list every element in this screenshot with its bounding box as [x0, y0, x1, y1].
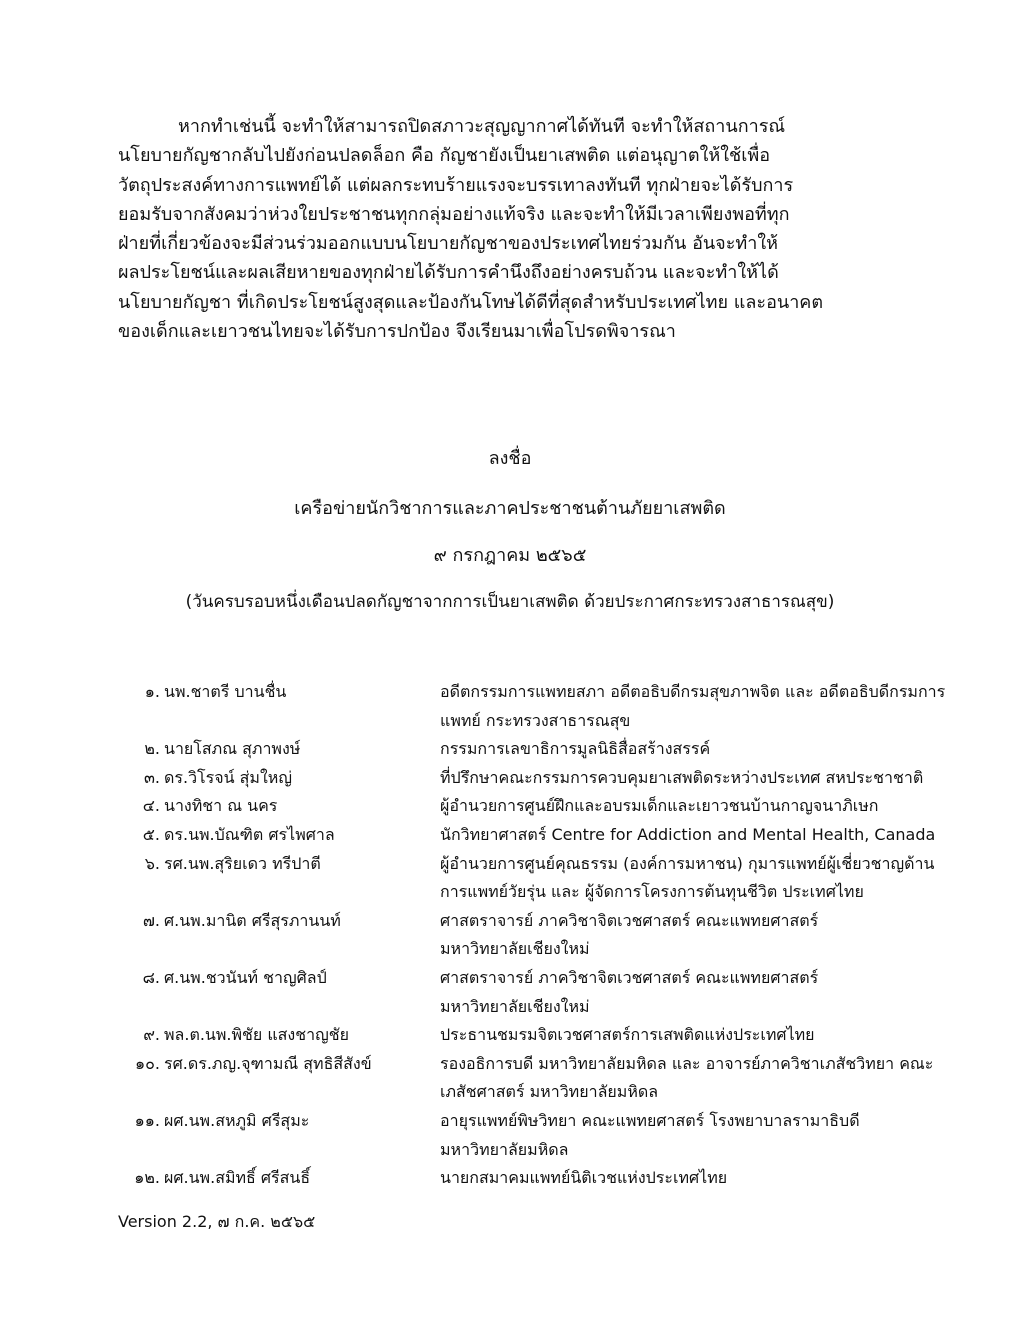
signatory-role	[440, 821, 998, 850]
signatory-number: ๕.	[142, 824, 160, 844]
paragraph-line: ยอมรับจากสังคมว่าห่วงใยประชาชนทุกกลุ่มอย่างแท้จริง และจะทำให้มีเวลาเพียงพอที่ทุก	[118, 203, 790, 225]
signatory-role-line: มหาวิทยาลัยมหิดล	[440, 1139, 569, 1159]
signatory-role-line: มหาวิทยาลัยเชียงใหม่	[440, 939, 590, 959]
signatory-name: ผศ.นพ.สมิทธิ์ ศรีสนธิ์	[164, 1168, 311, 1188]
signatory-role-line: รองอธิการบดี มหาวิทยาลัยมหิดล และ อาจารย์ภาควิชาเภสัชวิทยา คณะ	[440, 1053, 934, 1073]
signatory-row	[118, 735, 998, 764]
signatory-role-line: กรรมการเลขาธิการมูลนิธิสื่อสร้างสรรค์	[440, 739, 711, 759]
paragraph-line: ฝ่ายที่เกี่ยวข้องจะมีส่วนร่วมออกแบบนโยบายกัญชาของประเทศไทยร่วมกัน อันจะทำให้	[118, 233, 779, 255]
signatory-role-line: นายกสมาคมแพทย์นิติเวชแห่งประเทศไทย	[440, 1168, 728, 1188]
signatory-name: นางทิชา ณ นคร	[164, 796, 278, 816]
signature-label-block	[0, 443, 1020, 472]
signatory-name: ดร.นพ.บัณฑิต ศรไพศาล	[164, 824, 335, 844]
signatory-row	[118, 964, 998, 1021]
signature-org-block	[0, 493, 1020, 522]
signatory-name: รศ.นพ.สุริยเดว ทรีปาตี	[164, 853, 321, 873]
signatory-row	[118, 1164, 998, 1193]
signature-note: (วันครบรอบหนึ่งเดือนปลดกัญชาจากการเป็นยาเสพติด ด้วยประกาศกระทรวงสาธารณสุข)	[185, 592, 835, 612]
signatory-row	[118, 850, 998, 907]
paragraph-line: วัตถุประสงค์ทางการแพทย์ได้ แต่ผลกระทบร้ายแรงจะบรรเทาลงทันที ทุกฝ่ายจะได้รับการ	[118, 174, 794, 196]
signatory-role-line: ที่ปรึกษาคณะกรรมการควบคุมยาเสพติดระหว่างประเทศ สหประชาชาติ	[440, 767, 924, 787]
paragraph-line: นโยบายกัญชากลับไปยังก่อนปลดล็อก คือ กัญชายังเป็นยาเสพติด แต่อนุญาตให้ใช้เพื่อ	[118, 145, 771, 167]
signatory-role-line: แพทย์ กระทรวงสาธารณสุข	[440, 710, 631, 730]
signatory-role-line: อดีตกรรมการแพทยสภา อดีตอธิบดีกรมสุขภาพจิต และ อดีตอธิบดีกรมการ	[440, 682, 946, 701]
signatory-role-line: ศาสตราจารย์ ภาควิชาจิตเวชศาสตร์ คณะแพทยศาสตร์	[440, 967, 819, 987]
signatory-role-line: ผู้อำนวยการศูนย์ฝึกและอบรมเด็กและเยาวชนบ้านกาญจนาภิเษก	[440, 796, 879, 816]
signatory-number: ๑๑.	[134, 1110, 160, 1130]
paragraph-line: ผลประโยชน์และผลเสียหายของทุกฝ่ายได้รับการคำนึงถึงอย่างครบถ้วน และจะทำให้ได้	[118, 262, 779, 284]
signatory-number: ๓.	[143, 767, 160, 787]
signatory-name: รศ.ดร.ภญ.จุฑามณี สุทธิสีสังข์	[164, 1053, 372, 1073]
signatory-number: ๒.	[144, 739, 160, 759]
signatory-role-line: มหาวิทยาลัยเชียงใหม่	[440, 996, 590, 1016]
signatory-role-line: อายุรแพทย์พิษวิทยา คณะแพทยศาสตร์ โรงพยาบาลรามาธิบดี	[440, 1110, 860, 1130]
signatory-role	[440, 850, 998, 907]
signatory-list	[118, 678, 998, 1193]
signatory-role-line: การแพทย์วัยรุ่น และ ผู้จัดการโครงการต้นทุนชีวิต ประเทศไทย	[440, 882, 864, 902]
signatory-number: ๔.	[142, 796, 160, 816]
signatory-row	[118, 678, 998, 735]
signatory-name: ศ.นพ.ชวนันท์ ชาญศิลป์	[164, 967, 327, 987]
signatory-role-line: ประธานชมรมจิตเวชศาสตร์การเสพติดแห่งประเทศไทย	[440, 1025, 815, 1045]
signature-date: ๙ กรกฎาคม ๒๕๖๕	[433, 545, 587, 566]
signatory-role	[440, 964, 998, 1021]
paragraph-line: นโยบายกัญชา ที่เกิดประโยชน์สูงสุดและป้องกันโทษได้ดีที่สุดสำหรับประเทศไทย และอนาคต	[118, 291, 824, 313]
signatory-role-line: ศาสตราจารย์ ภาควิชาจิตเวชศาสตร์ คณะแพทยศาสตร์	[440, 910, 819, 930]
signatory-role	[440, 1050, 998, 1107]
signatory-role	[440, 1021, 998, 1050]
signatory-role	[440, 907, 998, 964]
signature-org: เครือข่ายนักวิชาการและภาคประชาชนต้านภัยยาเสพติด	[294, 498, 726, 519]
signatory-number: ๙.	[143, 1025, 160, 1045]
signatory-role	[440, 764, 998, 793]
signatory-row	[118, 792, 998, 821]
signatory-role	[440, 792, 998, 821]
paragraph-line: หากทำเช่นนี้ จะทำให้สามารถปิดสภาวะสุญญากาศได้ทันที จะทำให้สถานการณ์	[178, 116, 786, 137]
signature-note-block	[0, 588, 1020, 615]
signatory-name: ผศ.นพ.สหภูมิ ศรีสุมะ	[164, 1110, 310, 1130]
signatory-row	[118, 1050, 998, 1107]
signature-label: ลงชื่อ	[488, 448, 532, 469]
signatory-role	[440, 1107, 998, 1164]
signatory-number: ๑.	[144, 682, 160, 701]
signatory-row	[118, 764, 998, 793]
signatory-role-line: นักวิทยาศาสตร์ Centre for Addiction and Mental Health, Canada	[440, 824, 936, 844]
signatory-row	[118, 907, 998, 964]
signatory-number: ๑๒.	[134, 1168, 160, 1188]
signatory-role-line: เภสัชศาสตร์ มหาวิทยาลัยมหิดล	[440, 1082, 659, 1102]
signatory-name: นายโสภณ สุภาพงษ์	[164, 739, 301, 759]
version-footer: Version 2.2, ๗ ก.ค. ๒๕๖๕	[118, 1212, 316, 1231]
signatory-name: พล.ต.นพ.พิชัย แสงชาญชัย	[164, 1025, 349, 1045]
signatory-number: ๑๐.	[134, 1053, 160, 1073]
signatory-role	[440, 1164, 998, 1193]
body-paragraph	[118, 112, 918, 346]
signatory-name: ศ.นพ.มานิต ศรีสุรภานนท์	[164, 910, 341, 930]
signatory-role-line: ผู้อำนวยการศูนย์คุณธรรม (องค์การมหาชน) กุมารแพทย์ผู้เชี่ยวชาญด้าน	[440, 853, 935, 873]
signatory-role	[440, 735, 998, 764]
signatory-number: ๘.	[142, 967, 160, 987]
signatory-row	[118, 1021, 998, 1050]
signatory-number: ๖.	[144, 853, 160, 873]
paragraph-line: ของเด็กและเยาวชนไทยจะได้รับการปกป้อง จึงเรียนมาเพื่อโปรดพิจารณา	[118, 321, 676, 343]
signature-date-block	[0, 540, 1020, 569]
signatory-name: นพ.ชาตรี บานชื่น	[164, 682, 287, 701]
signatory-row	[118, 1107, 998, 1164]
signatory-row	[118, 821, 998, 850]
signatory-name: ดร.วิโรจน์ สุ่มใหญ่	[164, 767, 292, 787]
signatory-role	[440, 678, 998, 735]
signatory-number: ๗.	[142, 910, 160, 930]
